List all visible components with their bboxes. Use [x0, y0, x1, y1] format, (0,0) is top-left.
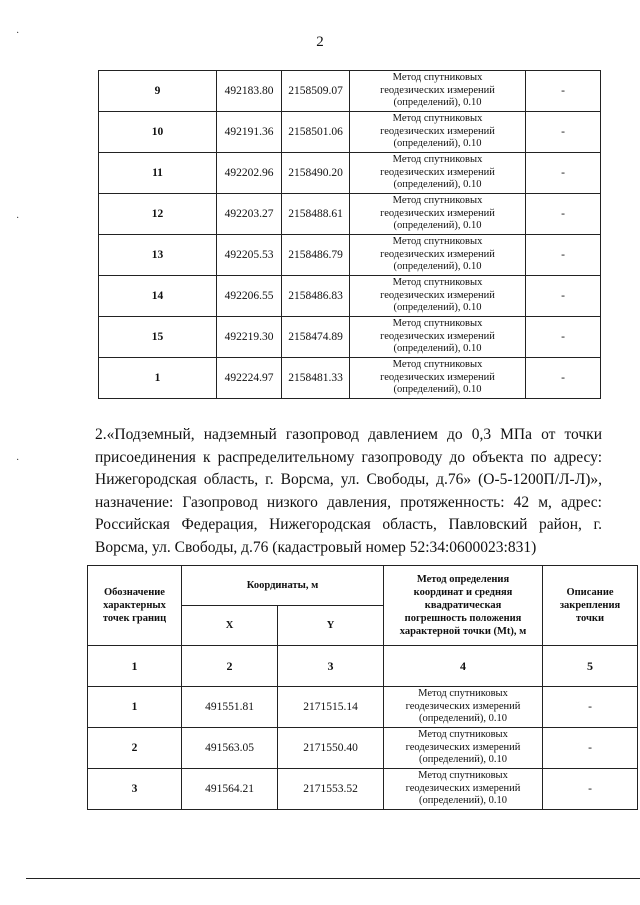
coord-y: 2171553.52 — [278, 769, 384, 810]
coord-y: 2158509.07 — [282, 71, 350, 112]
column-index: 4 — [384, 646, 543, 687]
coord-x: 492219.30 — [217, 317, 282, 358]
coord-y: 2158486.83 — [282, 276, 350, 317]
header-description: Описание закрепления точки — [543, 566, 638, 646]
coord-y: 2158501.06 — [282, 112, 350, 153]
table-row — [99, 358, 601, 399]
header-designation: Обозначение характерных точек границ — [88, 566, 182, 646]
coord-x: 492191.36 — [217, 112, 282, 153]
coord-x: 492224.97 — [217, 358, 282, 399]
header-x: X — [182, 606, 278, 646]
point-number: 3 — [88, 769, 182, 810]
method-cell: Метод спутниковых геодезических измерений (определений), 0.10 — [350, 235, 526, 276]
method-cell: Метод спутниковых геодезических измерений (определений), 0.10 — [350, 358, 526, 399]
page-number: 2 — [316, 34, 324, 50]
coord-y: 2158474.89 — [282, 317, 350, 358]
fixation-description: - — [526, 194, 601, 235]
point-number: 11 — [99, 153, 217, 194]
coord-y: 2158486.79 — [282, 235, 350, 276]
point-number: 12 — [99, 194, 217, 235]
coord-x: 492206.55 — [217, 276, 282, 317]
point-number: 9 — [99, 71, 217, 112]
coord-x: 491551.81 — [182, 687, 278, 728]
table-row — [88, 687, 638, 728]
coord-y: 2158481.33 — [282, 358, 350, 399]
fixation-description: - — [526, 112, 601, 153]
column-index-row — [88, 646, 638, 687]
table-row — [99, 112, 601, 153]
point-number: 15 — [99, 317, 217, 358]
coord-x: 492205.53 — [217, 235, 282, 276]
table-row — [99, 317, 601, 358]
method-cell: Метод спутниковых геодезических измерений (определений), 0.10 — [384, 769, 543, 810]
table-row — [99, 71, 601, 112]
method-cell: Метод спутниковых геодезических измерений (определений), 0.10 — [350, 71, 526, 112]
column-index: 5 — [543, 646, 638, 687]
coord-x: 491564.21 — [182, 769, 278, 810]
footer-rule — [26, 878, 640, 879]
fixation-description: - — [543, 687, 638, 728]
fixation-description: - — [543, 769, 638, 810]
point-number: 14 — [99, 276, 217, 317]
fixation-description: - — [526, 358, 601, 399]
table-row — [99, 235, 601, 276]
table-row — [99, 276, 601, 317]
coord-y: 2171515.14 — [278, 687, 384, 728]
fixation-description: - — [526, 235, 601, 276]
method-cell: Метод спутниковых геодезических измерений (определений), 0.10 — [384, 687, 543, 728]
method-cell: Метод спутниковых геодезических измерений (определений), 0.10 — [350, 276, 526, 317]
margin-mark: · — [16, 455, 20, 466]
header-coordinates: Координаты, м — [182, 566, 384, 606]
fixation-description: - — [526, 71, 601, 112]
coord-x: 492183.80 — [217, 71, 282, 112]
method-cell: Метод спутниковых геодезических измерений (определений), 0.10 — [350, 153, 526, 194]
column-index: 1 — [88, 646, 182, 687]
table-row — [99, 153, 601, 194]
point-number: 1 — [99, 358, 217, 399]
method-cell: Метод спутниковых геодезических измерений (определений), 0.10 — [384, 728, 543, 769]
fixation-description: - — [526, 276, 601, 317]
margin-mark: · — [16, 213, 20, 224]
fixation-description: - — [526, 153, 601, 194]
object-description-paragraph: 2.«Подземный, надземный газопровод давлением до 0,3 МПа от точки присоединения к распределительному газопроводу до объекта по адресу: Нижегородская область, г. Ворсма, ул. Свободы, д.76» (О-5-1200П/Л-Л)», назначение: Газопровод низкого давления, протяженность: 42 м, адрес: Российская Федерация, Нижегородская область, Павловский район, г. Ворсма, ул. Свободы, д.76 (кадастровый номер 52:34:0600023:831) — [95, 426, 602, 556]
method-cell: Метод спутниковых геодезических измерений (определений), 0.10 — [350, 194, 526, 235]
margin-mark: · — [16, 28, 20, 39]
column-index: 2 — [182, 646, 278, 687]
point-number: 1 — [88, 687, 182, 728]
header-method: Метод определения координат и средняя квадратическая погрешность положения характерной точки (Mt), м — [384, 566, 543, 646]
coordinates-table-continued — [98, 70, 601, 399]
method-cell: Метод спутниковых геодезических измерений (определений), 0.10 — [350, 112, 526, 153]
coord-x: 492203.27 — [217, 194, 282, 235]
coordinates-table — [87, 565, 638, 810]
coord-y: 2158490.20 — [282, 153, 350, 194]
fixation-description: - — [543, 728, 638, 769]
point-number: 2 — [88, 728, 182, 769]
point-number: 13 — [99, 235, 217, 276]
fixation-description: - — [526, 317, 601, 358]
method-cell: Метод спутниковых геодезических измерений (определений), 0.10 — [350, 317, 526, 358]
coord-y: 2158488.61 — [282, 194, 350, 235]
table-row — [88, 769, 638, 810]
column-index: 3 — [278, 646, 384, 687]
header-y: Y — [278, 606, 384, 646]
table-row — [88, 728, 638, 769]
table-row — [99, 194, 601, 235]
coord-x: 491563.05 — [182, 728, 278, 769]
point-number: 10 — [99, 112, 217, 153]
coord-x: 492202.96 — [217, 153, 282, 194]
coord-y: 2171550.40 — [278, 728, 384, 769]
